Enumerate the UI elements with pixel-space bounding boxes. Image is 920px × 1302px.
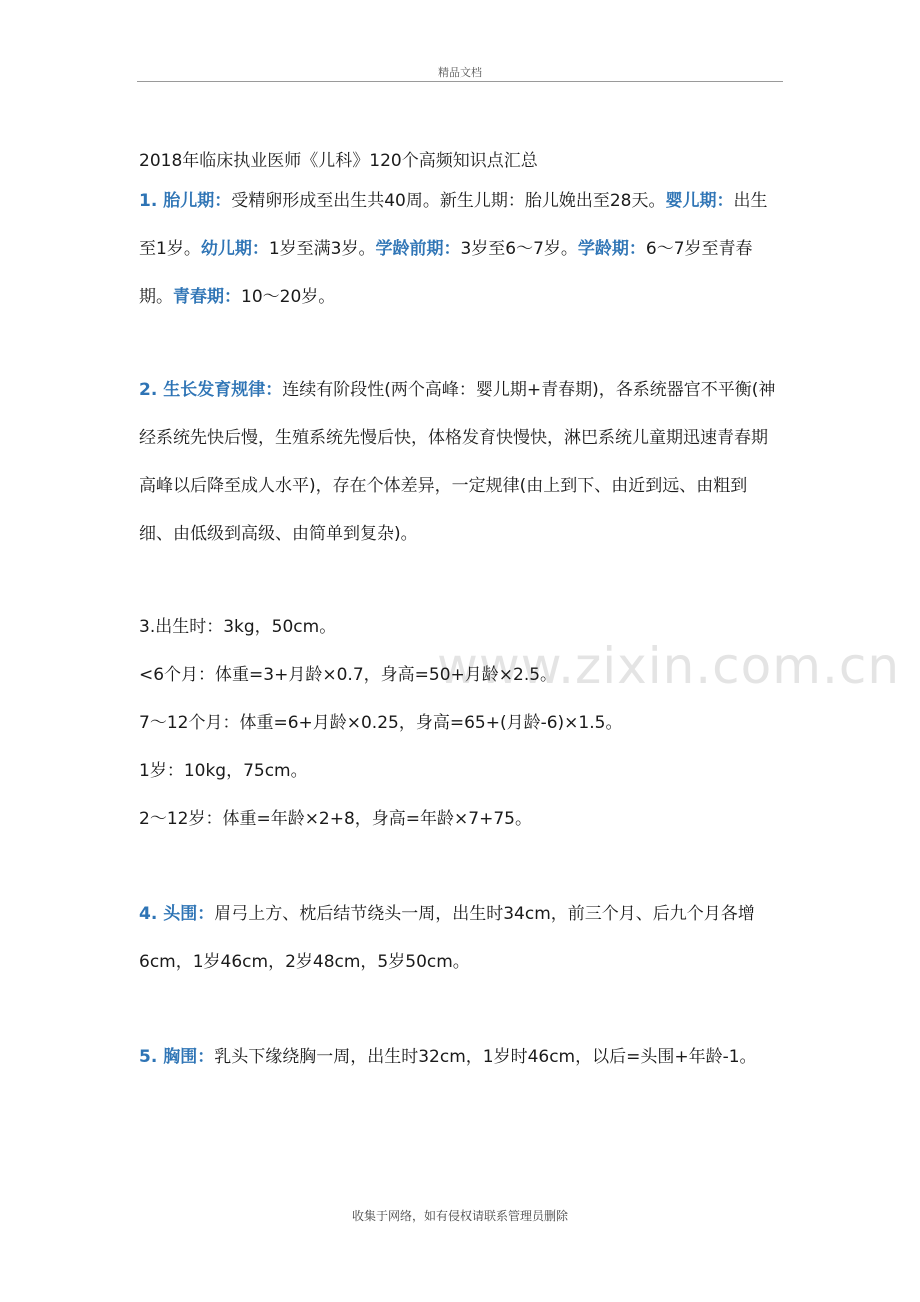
text-adolescence: 10～20岁。 bbox=[241, 287, 336, 307]
term-head-circumference: 4. 头围： bbox=[139, 904, 215, 924]
term-chest-circumference: 5. 胸围： bbox=[139, 1047, 215, 1067]
term-fetal-period: 1. 胎儿期： bbox=[139, 191, 232, 211]
growth-formulas bbox=[139, 603, 781, 843]
page-footer: 收集于网络，如有侵权请联系管理员删除 bbox=[351, 1209, 568, 1223]
text-chest-circumference: 乳头下缘绕胸一周，出生时32cm，1岁时46cm，以后=头围+年龄-1。 bbox=[214, 1047, 757, 1067]
term-adolescence: 青春期： bbox=[173, 287, 241, 307]
text-head-circumference: 眉弓上方、枕后结节绕头一周，出生时34cm，前三个月、后九个月各增6cm，1岁46cm，2岁48cm，5岁50cm。 bbox=[139, 904, 755, 972]
term-infancy: 婴儿期： bbox=[665, 191, 734, 211]
text-school-age: 6～7岁至青春期。 bbox=[139, 239, 753, 307]
paragraph-development-stages bbox=[139, 177, 781, 321]
document-body bbox=[139, 147, 781, 1081]
term-preschool: 学龄前期： bbox=[375, 239, 461, 259]
text-growth-rules: 连续有阶段性(两个高峰：婴儿期+青春期)，各系统器官不平衡(神经系统先快后慢，生殖系统先慢后快，体格发育快慢快，淋巴系统儿童期迅速青春期高峰以后降至成人水平)，存在个体差异，一定规律(由上到下、由近到远、由粗到细、由低级到高级、由简单到复杂)。 bbox=[139, 380, 776, 544]
document-title: 2018年临床执业医师《儿科》120个高频知识点汇总 bbox=[139, 151, 538, 171]
text-preschool: 3岁至6～7岁。 bbox=[460, 239, 578, 259]
watermark: www.zixin.com.cn bbox=[437, 637, 901, 695]
paragraph-chest-circumference bbox=[139, 1033, 781, 1081]
paragraph-head-circumference bbox=[139, 890, 781, 986]
header-divider bbox=[137, 81, 783, 82]
formula-line: 1岁：10kg，75cm。 bbox=[139, 761, 308, 781]
formula-line: 7～12个月：体重=6+月龄×0.25，身高=65+(月龄-6)×1.5。 bbox=[139, 713, 623, 733]
term-school-age: 学龄期： bbox=[577, 239, 646, 259]
page-header: 精品文档 bbox=[438, 66, 482, 79]
formula-line: 2～12岁：体重=年龄×2+8，身高=年龄×7+75。 bbox=[139, 809, 532, 829]
paragraph-growth-rules bbox=[139, 366, 781, 558]
formula-line: 3.出生时：3kg，50cm。 bbox=[139, 617, 337, 637]
text-toddler: 1岁至满3岁。 bbox=[268, 239, 376, 259]
formula-line: <6个月：体重=3+月龄×0.7，身高=50+月龄×2.5。 bbox=[139, 665, 558, 685]
term-toddler: 幼儿期： bbox=[200, 239, 269, 259]
text-infancy: 出生至1岁。 bbox=[139, 191, 768, 259]
text-fetal-period: 受精卵形成至出生共40周。新生儿期：胎儿娩出至28天。 bbox=[231, 191, 666, 211]
term-growth-rules: 2. 生长发育规律： bbox=[139, 380, 283, 400]
